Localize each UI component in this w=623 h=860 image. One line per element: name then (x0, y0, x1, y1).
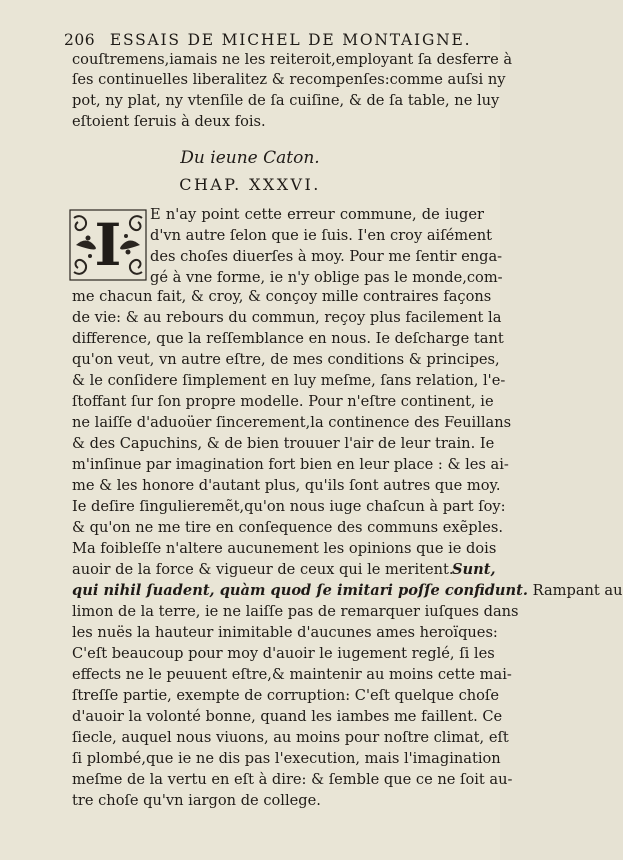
text-line: Ie deſire ſingulieremẽt,qu'on nous iuge chaſcun à part ſoy: (72, 498, 506, 515)
text-line: gé à vne forme, ie n'y oblige pas le monde,com- (150, 269, 503, 286)
text-line: Ma foibleſſe n'altere aucunement les opinions que ie dois (72, 540, 497, 557)
text-fragment: Rampant au (532, 582, 623, 599)
text-line: auoir de la force & vigueur de ceux qui le meritent. (72, 561, 454, 578)
drop-cap-letter: I (94, 211, 122, 279)
ornamental-initial (68, 208, 148, 282)
text-line: ſes continuelles liberalitez & recompenſes:comme auſsi ny (72, 71, 506, 88)
text-line: couſtremens,iamais ne les reiteroit,employant ſa desferre à (72, 51, 513, 68)
text-line: ſtoffant ſur ſon propre modelle. Pour n'eſtre continent, ie (72, 393, 494, 410)
text-line: m'inſinue par imagination fort bien en leur place : & les ai- (72, 456, 509, 473)
text-line: C'eſt beaucoup pour moy d'auoir le iugement reglé, ſi les (72, 645, 495, 662)
running-header (64, 31, 484, 49)
text-line: & le conſidere ſimplement en luy meſme, ſans relation, l'e- (72, 372, 506, 389)
text-line: difference, que la reſſemblance en nous. Ie deſcharge tant (72, 330, 504, 347)
text-line: E n'ay point cette erreur commune, de iuger (150, 206, 484, 223)
text-line: me chacun fait, & croy, & conçoy mille contraires façons (72, 288, 492, 305)
text-line: qu'on veut, vn autre eſtre, de mes conditions & principes, (72, 351, 500, 368)
text-line: d'auoir la volonté bonne, quand les iambes me faillent. Ce (72, 708, 503, 725)
text-line: d'vn autre ſelon que ie ſuis. I'en croy aiſément (150, 227, 492, 244)
text-line: & qu'on ne me tire en conſequence des communs exẽples. (72, 519, 504, 536)
latin-quote-line (72, 582, 623, 600)
text-line: limon de la terre, ie ne laiſſe pas de remarquer iuſques dans (72, 603, 519, 620)
running-title: ESSAIS DE MICHEL DE MONTAIGNE. (109, 31, 472, 49)
text-line: ſi plombé,que ie ne dis pas l'execution, mais l'imagination (72, 750, 501, 767)
latin-quote-start (452, 561, 496, 579)
chapter-title: Du ieune Caton. (180, 148, 320, 168)
chapter-number: CHAP. XXXVI. (179, 175, 321, 194)
text-line: ſiecle, auquel nous viuons, au moins pour noſtre climat, eſt (72, 729, 509, 746)
latin-text: Sunt, (452, 561, 496, 578)
text-line: les nuës la hauteur inimitable d'aucunes ames heroïques: (72, 624, 498, 641)
page-number: 206 (64, 31, 96, 49)
text-line: me & les honore d'autant plus, qu'ils ſont autres que moy. (72, 477, 501, 494)
text-line: tre choſe qu'vn iargon de college. (72, 792, 321, 809)
latin-text: qui nihil ſuadent, quàm quod ſe imitari poſſe confidunt. (72, 582, 528, 599)
text-line: ſtreſſe partie, exempte de corruption: C'eſt quelque choſe (72, 687, 499, 704)
text-line: de vie: & au rebours du commun, reçoy plus facilement la (72, 309, 502, 326)
text-line: des choſes diuerſes à moy. Pour me ſentir enga- (150, 248, 503, 265)
text-line: eſtoient ſeruis à deux fois. (72, 113, 266, 130)
text-line: pot, ny plat, ny vtenſile de ſa cuiſine, & de ſa table, ne luy (72, 92, 500, 109)
text-line: ne laiſſe d'aduoüer ſincerement,la continence des Feuillans (72, 414, 512, 431)
text-line: effects ne le peuuent eſtre,& maintenir au moins cette mai- (72, 666, 512, 683)
text-line: & des Capuchins, & de bien trouuer l'air de leur train. Ie (72, 435, 495, 452)
text-line: meſme de la vertu en eſt à dire: & ſemble que ce ne ſoit au- (72, 771, 513, 788)
